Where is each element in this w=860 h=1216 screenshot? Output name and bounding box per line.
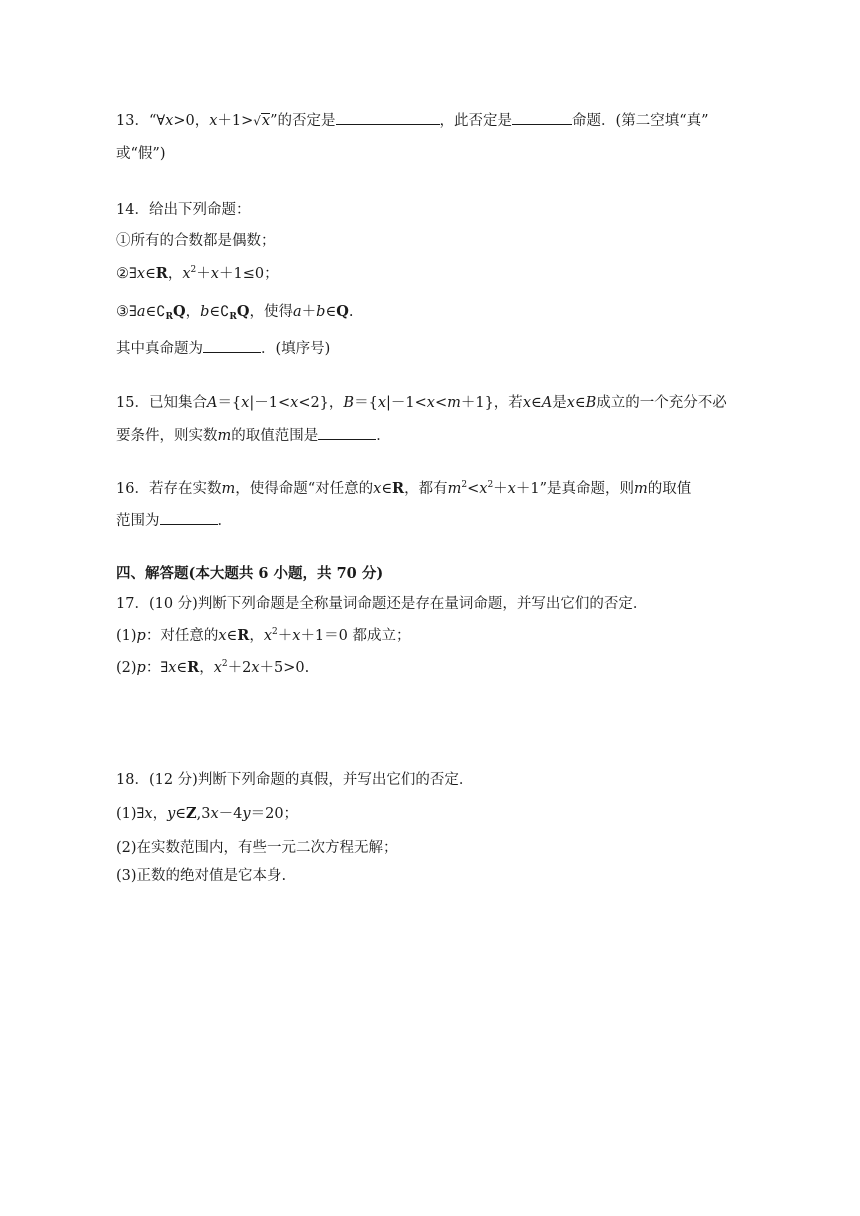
- math-text: ＋: [301, 304, 317, 320]
- math-text: ＋1≤0；: [218, 266, 279, 282]
- var-m: m: [447, 395, 461, 411]
- exponent: 2: [221, 659, 228, 669]
- var-x: x: [218, 628, 227, 644]
- in-symbol: ∈: [574, 395, 586, 411]
- question-14-item-1: [116, 231, 276, 251]
- question-13-line-1: [116, 110, 709, 131]
- var-x: x: [377, 395, 386, 411]
- var-x: x: [165, 113, 174, 129]
- question-text: ：∃: [145, 660, 169, 676]
- question-text: 17．(10 分)判断下列命题是全称量词命题还是存在量词命题，并写出它们的否定．: [116, 596, 648, 612]
- var-B: B: [343, 395, 355, 411]
- var-p: p: [136, 628, 146, 644]
- forall-symbol: ∀: [156, 113, 166, 129]
- math-text: ＝20；: [250, 806, 299, 822]
- question-14-item-2: [116, 264, 279, 284]
- var-x: x: [144, 806, 153, 822]
- exponent: 2: [461, 480, 468, 490]
- in-symbol: ∈: [226, 628, 238, 644]
- math-text: <: [434, 395, 448, 411]
- math-text: ＋5>0.: [259, 660, 310, 676]
- question-text: 要条件，则实数: [116, 428, 218, 444]
- question-text: ，使得命题“对任意的: [235, 481, 374, 497]
- answer-blank[interactable]: [203, 338, 261, 353]
- question-17-part-2: [116, 658, 309, 678]
- math-text: ＋: [277, 628, 293, 644]
- separator: ，: [249, 628, 264, 644]
- item-text: ①所有的合数都是偶数；: [116, 233, 276, 249]
- question-number: 13．: [116, 113, 149, 129]
- item-text: ③∃: [116, 304, 137, 320]
- var-y: y: [242, 806, 251, 822]
- section-title: 四、解答题(本大题共 6 小题，共 70 分): [116, 565, 384, 582]
- punctuation: .: [348, 304, 354, 320]
- var-a: a: [136, 304, 146, 320]
- question-14-header: [116, 200, 250, 220]
- var-x: x: [522, 395, 531, 411]
- sqrt-radicand: [261, 113, 270, 129]
- in-symbol: ∈: [176, 660, 188, 676]
- math-text: ＋: [493, 481, 508, 497]
- in-symbol: ∈: [381, 481, 393, 497]
- section-heading: [116, 564, 383, 584]
- question-text: ，都有: [404, 481, 448, 497]
- var-x: x: [507, 481, 516, 497]
- var-m: m: [217, 428, 232, 444]
- answer-blank-1[interactable]: [336, 110, 440, 125]
- question-text: 的取值范围是: [231, 428, 319, 444]
- question-13-line-2: [116, 144, 165, 164]
- question-14-answer: [116, 338, 330, 359]
- var-x: x: [182, 266, 191, 282]
- question-text: 18．(12 分)判断下列命题的真假，并写出它们的否定．: [116, 772, 474, 788]
- question-18-item-3: [116, 866, 286, 886]
- in-symbol: ∈: [145, 266, 156, 282]
- sqrt-symbol: √: [253, 114, 261, 128]
- question-18-item-1: [116, 804, 298, 824]
- question-16-line-2: [116, 510, 232, 531]
- var-p: p: [136, 660, 146, 676]
- var-y: y: [167, 806, 176, 822]
- question-15-line-2: [116, 425, 391, 446]
- question-text: 范围为: [116, 513, 160, 529]
- var-x: x: [263, 628, 273, 644]
- var-x: x: [373, 481, 382, 497]
- set-Q: Q: [236, 303, 250, 320]
- math-text: |－1<: [386, 395, 427, 411]
- part-label: (2): [116, 660, 137, 676]
- separator: ，: [199, 660, 214, 676]
- question-18-header: [116, 770, 473, 790]
- complement-symbol: ∈∁: [145, 304, 166, 320]
- set-R: R: [392, 480, 405, 497]
- set-R: R: [237, 627, 250, 644]
- question-text: 是: [552, 395, 567, 411]
- question-text: ．(填序号): [261, 341, 331, 357]
- separator: ，: [152, 806, 168, 822]
- subscript-R: R: [229, 312, 237, 322]
- question-text: ：对任意的: [145, 628, 219, 644]
- math-text: ＝{: [217, 395, 242, 411]
- var-x: x: [261, 113, 271, 129]
- part-label: (1): [116, 628, 137, 644]
- math-text: ,3: [196, 806, 211, 822]
- punctuation: ．: [217, 513, 232, 529]
- math-text: >0，: [173, 113, 210, 129]
- question-text: 或“假”): [116, 146, 166, 162]
- var-b: b: [200, 304, 210, 320]
- math-text: <: [467, 481, 480, 497]
- part-label: (1)∃: [116, 806, 145, 822]
- question-text: ＋1}，若: [460, 395, 523, 411]
- complement-symbol: ∈∁: [209, 304, 230, 320]
- question-text: ”的否定是: [270, 113, 336, 129]
- exponent: 2: [190, 265, 197, 275]
- punctuation: ．: [376, 428, 391, 444]
- var-x: x: [290, 395, 299, 411]
- math-text: －4: [218, 806, 243, 822]
- quote-open: “: [148, 113, 157, 129]
- question-text: 16．若存在实数: [116, 481, 222, 497]
- var-m: m: [447, 481, 462, 497]
- var-B: B: [585, 395, 597, 411]
- math-text: ＋: [196, 266, 211, 282]
- var-x: x: [479, 481, 488, 497]
- var-a: a: [293, 304, 302, 320]
- var-x: x: [209, 113, 218, 129]
- question-17-part-1: [116, 626, 411, 646]
- question-text: 其中真命题为: [116, 341, 203, 357]
- item-text: ②∃: [116, 266, 137, 282]
- in-symbol: ∈: [175, 806, 187, 822]
- question-text: ＋1＝0 都成立；: [300, 628, 411, 644]
- var-m: m: [221, 481, 236, 497]
- math-text: ＋1>: [217, 113, 254, 129]
- question-text: ＋1”是真命题，则: [515, 481, 634, 497]
- question-14-item-3: [116, 302, 353, 322]
- in-symbol: ∈: [325, 304, 337, 320]
- var-x: x: [292, 628, 301, 644]
- question-text: 命题．(第二空填“真”: [572, 113, 709, 129]
- var-x: x: [241, 395, 250, 411]
- answer-blank[interactable]: [160, 510, 218, 525]
- var-m: m: [634, 481, 648, 497]
- answer-blank-2[interactable]: [512, 110, 572, 125]
- var-x: x: [566, 395, 575, 411]
- exponent: 2: [487, 480, 494, 490]
- set-Z: Z: [186, 805, 197, 822]
- question-text: 14．给出下列命题：: [116, 202, 251, 218]
- question-text: 的取值: [647, 481, 692, 497]
- question-text: 15．已知集合: [116, 395, 207, 411]
- var-x: x: [213, 660, 222, 676]
- item-text: ，使得: [249, 304, 294, 320]
- question-text: ，此否定是: [439, 113, 513, 129]
- subscript-R: R: [165, 312, 173, 322]
- question-18-item-2: [116, 838, 398, 858]
- question-16-line-1: [116, 479, 691, 499]
- var-x: x: [210, 266, 219, 282]
- math-text: ＝{: [354, 395, 378, 411]
- separator: ，: [185, 304, 201, 320]
- item-text: (3)正数的绝对值是它本身.: [116, 868, 287, 884]
- var-x: x: [426, 395, 435, 411]
- exponent: 2: [272, 627, 278, 637]
- math-text: <2}，: [298, 395, 344, 411]
- set-Q: Q: [172, 303, 186, 320]
- answer-blank[interactable]: [318, 425, 376, 440]
- var-x: x: [168, 660, 177, 676]
- set-R: R: [187, 659, 200, 676]
- math-text: ＋2: [227, 660, 252, 676]
- question-17-header: [116, 594, 647, 614]
- question-15-line-1: [116, 393, 727, 413]
- question-text: 成立的一个充分不必: [596, 395, 727, 411]
- var-x: x: [136, 266, 146, 282]
- item-text: (2)在实数范围内，有些一元二次方程无解；: [116, 840, 398, 856]
- separator: ，: [167, 266, 183, 282]
- var-x: x: [210, 806, 219, 822]
- var-x: x: [251, 660, 260, 676]
- var-A: A: [541, 395, 553, 411]
- math-text: |－1<: [249, 395, 291, 411]
- in-symbol: ∈: [531, 395, 542, 411]
- var-A: A: [206, 395, 218, 411]
- set-R: R: [155, 265, 168, 282]
- var-b: b: [316, 304, 326, 320]
- set-Q: Q: [336, 303, 349, 320]
